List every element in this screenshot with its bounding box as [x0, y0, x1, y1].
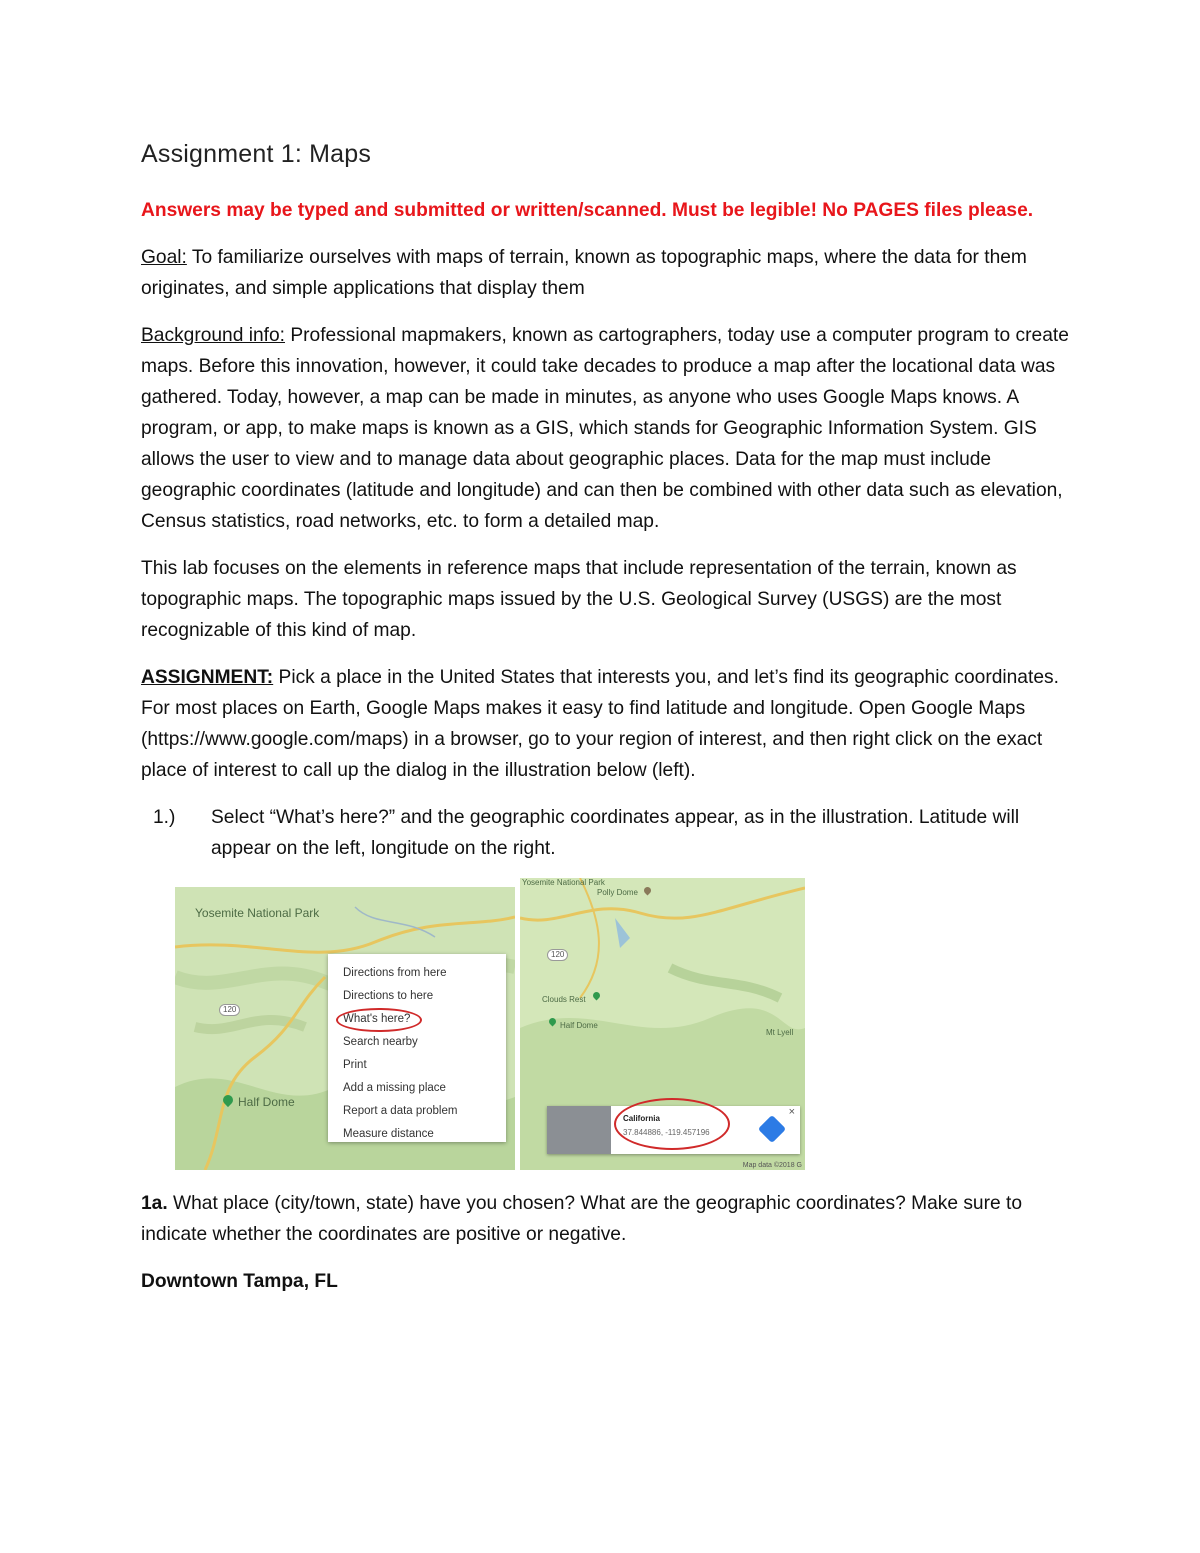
- illustration: [175, 878, 1071, 1170]
- context-menu: [328, 954, 506, 1142]
- page-title: Assignment 1: Maps: [141, 140, 372, 168]
- assignment-label: ASSIGNMENT:: [141, 667, 274, 688]
- half-dome-label: Half Dome: [238, 1095, 295, 1109]
- answer-text: Downtown Tampa, FL: [141, 1271, 338, 1292]
- step-1-number: 1.): [153, 807, 176, 828]
- route-shield-right: 120: [547, 949, 568, 961]
- background-text: Professional mapmakers, known as cartographers, today use a computer program to create maps. Before this innovation, however, it could take decades to produce a map after the locational data was gathered. Today, however, a map can be made in minutes, as anyone who uses Google Maps knows. A program, or app, to make maps is known as a GIS, which stands for Geographic Information System. GIS allows the user to view and to manage data about geographic places. Data for the map must include geographic coordinates (latitude and longitude) and can then be combined with other data such as elevation, Census statistics, road networks, etc. to form a detailed map.: [141, 325, 1069, 532]
- goal-paragraph: [141, 242, 1071, 304]
- submission-notice: Answers may be typed and submitted or written/scanned. Must be legible! No PAGES files please.: [141, 200, 1034, 221]
- menu-print[interactable]: Print: [343, 1059, 367, 1071]
- goal-text: To familiarize ourselves with maps of terrain, known as topographic maps, where the data for them originates, and simple applications that display them: [141, 247, 1027, 299]
- document-body: [141, 140, 1071, 1313]
- yosemite-label: Yosemite National Park: [195, 906, 320, 920]
- close-icon[interactable]: ×: [788, 1106, 795, 1118]
- mt-lyell-label: Mt Lyell: [766, 1028, 794, 1037]
- question-1a: [141, 1188, 1071, 1250]
- clouds-rest-label: Clouds Rest: [542, 995, 586, 1004]
- menu-add-missing-place[interactable]: Add a missing place: [343, 1082, 446, 1094]
- yosemite-label-small: Yosemite National Park: [522, 878, 605, 887]
- location-photo: [547, 1106, 611, 1154]
- map-screenshot-context-menu: [175, 887, 515, 1170]
- background-paragraph: [141, 320, 1071, 537]
- directions-icon[interactable]: [758, 1115, 786, 1143]
- assignment-text: Pick a place in the United States that interests you, and let’s find its geographic coordinates. For most places on Earth, Google Maps makes it easy to find latitude and longitude. Open Google Maps (https://www.google.com/maps) in a browser, go to your region of interest, and then right click on the exact place of interest to call up the dialog in the illustration below (left).: [141, 667, 1059, 781]
- menu-directions-from[interactable]: Directions from here: [343, 967, 447, 979]
- question-1a-label: 1a.: [141, 1193, 168, 1214]
- menu-measure-distance[interactable]: Measure distance: [343, 1128, 434, 1140]
- background-label: Background info:: [141, 325, 285, 346]
- highlight-circle: [336, 1008, 422, 1032]
- map-screenshot-coordinates: [520, 878, 805, 1170]
- polly-dome-label: Polly Dome: [597, 888, 638, 897]
- menu-whats-here[interactable]: What's here?: [343, 1013, 411, 1025]
- half-dome-label-right: Half Dome: [560, 1021, 598, 1030]
- coordinates-highlight-circle: [614, 1098, 730, 1150]
- assignment-paragraph: [141, 662, 1071, 786]
- map-attribution: Map data ©2018 G: [742, 1162, 802, 1169]
- location-title: California: [623, 1114, 660, 1123]
- goal-label: Goal:: [141, 247, 187, 268]
- step-1-text: Select “What’s here?” and the geographic coordinates appear, as in the illustration. Latitude will appear on the left, longitude on the right.: [211, 807, 1020, 859]
- step-1: [141, 802, 1071, 864]
- route-shield: 120: [219, 1004, 240, 1016]
- location-coordinates: 37.844886, -119.457196: [623, 1128, 710, 1137]
- lab-focus-paragraph: This lab focuses on the elements in reference maps that include representation of the terrain, known as topographic maps. The topographic maps issued by the U.S. Geological Survey (USGS) are the most recognizable of this kind of map.: [141, 558, 1017, 641]
- menu-search-nearby[interactable]: Search nearby: [343, 1036, 418, 1048]
- menu-report-problem[interactable]: Report a data problem: [343, 1105, 458, 1117]
- menu-directions-to[interactable]: Directions to here: [343, 990, 434, 1002]
- question-1a-text: What place (city/town, state) have you chosen? What are the geographic coordinates? Make sure to indicate whether the coordinates are positive or negative.: [141, 1193, 1022, 1245]
- location-card[interactable]: [547, 1106, 800, 1154]
